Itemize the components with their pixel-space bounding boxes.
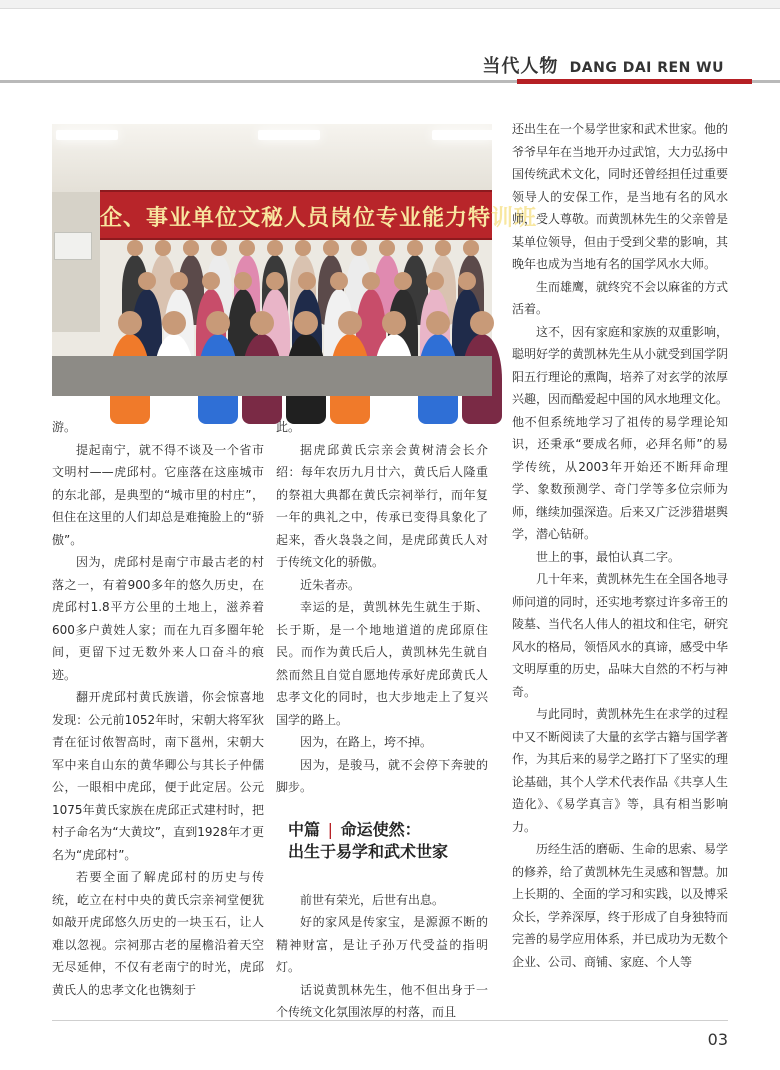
person-head: [183, 240, 199, 256]
section-title-cn: 当代人物: [482, 56, 559, 77]
section-header: [482, 52, 724, 78]
person-head: [294, 311, 318, 335]
person-head: [266, 272, 284, 290]
footer-rule: [52, 1020, 728, 1021]
paragraph: 近朱者赤。: [300, 577, 361, 592]
person-head: [435, 240, 451, 256]
text-column-3: [512, 118, 728, 973]
ceiling-light: [56, 130, 118, 140]
paragraph: 据虎邱黄氏宗亲会黄树清会长介绍：每年农历九月廿六，黄氏后人隆重的祭祖大典都在黄氏宗祠举行，而年复一年的典礼之中，传承已变得具象化了起来，香火袅袅之间，是虎邱黄氏人对于传统文化的骄傲。: [276, 442, 488, 569]
column-2-top-text: [276, 416, 488, 799]
paragraph: 话说黄凯林先生，他不但出身于一个传统文化氛围浓厚的村落，而且: [276, 982, 488, 1019]
page-number: 03: [707, 1030, 728, 1049]
paragraph: 与此同时，黄凯林先生在求学的过程中又不断阅读了大量的玄学古籍与国学著作，为其后来的易学之路打下了坚实的理论基础，其个人学术代表作品《共享人生造化》、《易学真言》等，具有相当影响力。: [512, 707, 729, 834]
person-head: [250, 311, 274, 335]
person-head: [323, 240, 339, 256]
section-heading-separator: |: [327, 819, 333, 839]
photo-banner-text: 企、事业单位文秘人员岗位专业能力特训班: [100, 206, 538, 231]
photo-banner: [100, 190, 538, 240]
section-heading: [288, 819, 488, 863]
top-border: [0, 0, 780, 9]
photo-wall: [52, 192, 100, 332]
person-head: [298, 272, 316, 290]
paragraph: 历经生活的磨砺、生命的思索、易学的修养，给了黄凯林先生灵感和智慧。加上长期的、全面的学习和实践，以及博采众长，学养深厚，终于形成了自身独特而完善的易学应用体系，并已成功为无数个企业、公司、商铺、家庭、个人等: [512, 842, 729, 969]
person-head: [394, 272, 412, 290]
air-conditioner: [54, 232, 92, 260]
section-heading-subtitle: 命运使然：: [340, 819, 421, 839]
person-head: [426, 311, 450, 335]
paragraph: 提起南宁，就不得不谈及一个省市文明村——虎邱村。它座落在这座城市的东北部，是典型的“城市里的村庄”，但住在这里的人们却总是难掩脸上的“骄傲”。: [52, 442, 264, 547]
column-2-bottom-text: [276, 889, 488, 1024]
person-head: [206, 311, 230, 335]
group-photo: [52, 124, 538, 396]
person-head: [407, 240, 423, 256]
paragraph: 几十年来，黄凯林先生在全国各地寻师问道的同时，还实地考察过许多帝王的陵墓、当代名人伟人的祖坟和住宅，研究风水的格局，领悟风水的真谛，感受中华文明厚重的历史，品味大自然的不朽与神奇。: [512, 572, 729, 699]
person-head: [127, 240, 143, 256]
person-head: [267, 240, 283, 256]
paragraph: 这不，因有家庭和家族的双重影响，聪明好学的黄凯林先生从小就受到国学阴阳五行理论的熏陶，培养了对玄学的浓厚兴趣，因而酷爱起中国的风水地理文化。他不但系统地学习了祖传的易学理论知识，还秉承“要成名师，必拜名师”的易学传统，从2003年开始还不断拜命理学、象数预测学、奇门学等多位宗师为师，继续加强深造。后来又广泛涉猎堪舆学，潜心钻研。: [512, 324, 729, 541]
person-head: [239, 240, 255, 256]
section-heading-line-1: [288, 819, 488, 841]
person-head: [338, 311, 362, 335]
text-column-1: [52, 416, 264, 1001]
person-head: [463, 240, 479, 256]
paragraph: 还出生在一个易学世家和武术世家。他的爷爷早年在当地开办过武馆，大力弘扬中国传统武术文化，同时还曾经担任过重要领导人的安保工作，是当地有名的风水师，受人尊敬。而黄凯林先生的父亲曾是某单位领导，但由于受到父辈的影响，其晚年也成为当地有名的国学风水大师。: [512, 122, 729, 271]
ceiling-light: [258, 130, 320, 140]
person-head: [162, 311, 186, 335]
person-head: [362, 272, 380, 290]
paragraph: 因为，在路上，垮不掉。: [300, 735, 433, 749]
paragraph: 因为，虎邱村是南宁市最古老的村落之一，有着900多年的悠久历史，在虎邱村1.8平方公里的土地上，滋养着600多户黄姓人家；而在九百多圈年轮间，更留下过无数外来人口奋斗的痕迹。: [52, 555, 264, 682]
person-head: [211, 240, 227, 256]
paragraph: 此。: [276, 420, 301, 434]
section-title-en: DANG DAI REN WU: [569, 60, 724, 76]
text-column-2: [276, 416, 488, 1024]
header-rule: [0, 80, 780, 83]
person-head: [382, 311, 406, 335]
paragraph: 好的家风是传家宝，是源源不断的精神财富，是让子孙万代受益的指明灯。: [276, 915, 488, 974]
paragraph: 游。: [52, 420, 77, 434]
person-head: [138, 272, 156, 290]
person-head: [470, 311, 494, 335]
person-head: [234, 272, 252, 290]
person-head: [118, 311, 142, 335]
paragraph: 幸运的是，黄凯林先生就生于斯、长于斯，是一个地地道道的虎邱原住民。而作为黄氏后人，黄凯林先生就自然而然且自觉自愿地传承好虎邱黄氏人忠孝文化的同时，也大步地走上了复兴国学的路上。: [276, 600, 488, 727]
paragraph: 前世有荣光，后世有出息。: [300, 892, 445, 907]
section-heading-line-2: 出生于易学和武术世家: [288, 841, 449, 861]
header-accent-bar: [517, 79, 752, 84]
person-head: [202, 272, 220, 290]
paragraph: 翻开虎邱村黄氏族谱，你会惊喜地发现：公元前1052年时，宋朝大将军狄青在征讨侬智高时，南下邕州，宋朝大军中来自山东的黄华卿公与其长子仲儒公，一眼相中虎邱，便于此定居。公元1075年黄氏家族在虎邱正式建村时，把村子命名为“大黄坟”，直到1928年才更名为“虎邱村”。: [52, 690, 264, 862]
person-head: [458, 272, 476, 290]
paragraph: 生而雄鹰，就终究不会以麻雀的方式活着。: [512, 279, 729, 316]
paragraph: 世上的事，最怕认真二字。: [536, 549, 681, 564]
person-head: [170, 272, 188, 290]
person-head: [379, 240, 395, 256]
paragraph: 若要全面了解虎邱村的历史与传统，屹立在村中央的黄氏宗亲祠堂便犹如敲开虎邱悠久历史的一块玉石，让人难以忽视。宗祠那古老的屋檐沿着天空无尽延伸，不仅有老南宁的时光，虎邱黄氏人的忠孝文化也镌刻于: [52, 870, 264, 997]
person-head: [295, 240, 311, 256]
paragraph: 因为，是骏马，就不会停下奔驶的脚步。: [276, 757, 488, 794]
person-head: [330, 272, 348, 290]
person-head: [426, 272, 444, 290]
ceiling-light: [432, 130, 494, 140]
section-heading-part: 中篇: [288, 819, 321, 839]
photo-floor: [52, 356, 492, 396]
person-head: [155, 240, 171, 256]
person-head: [351, 240, 367, 256]
